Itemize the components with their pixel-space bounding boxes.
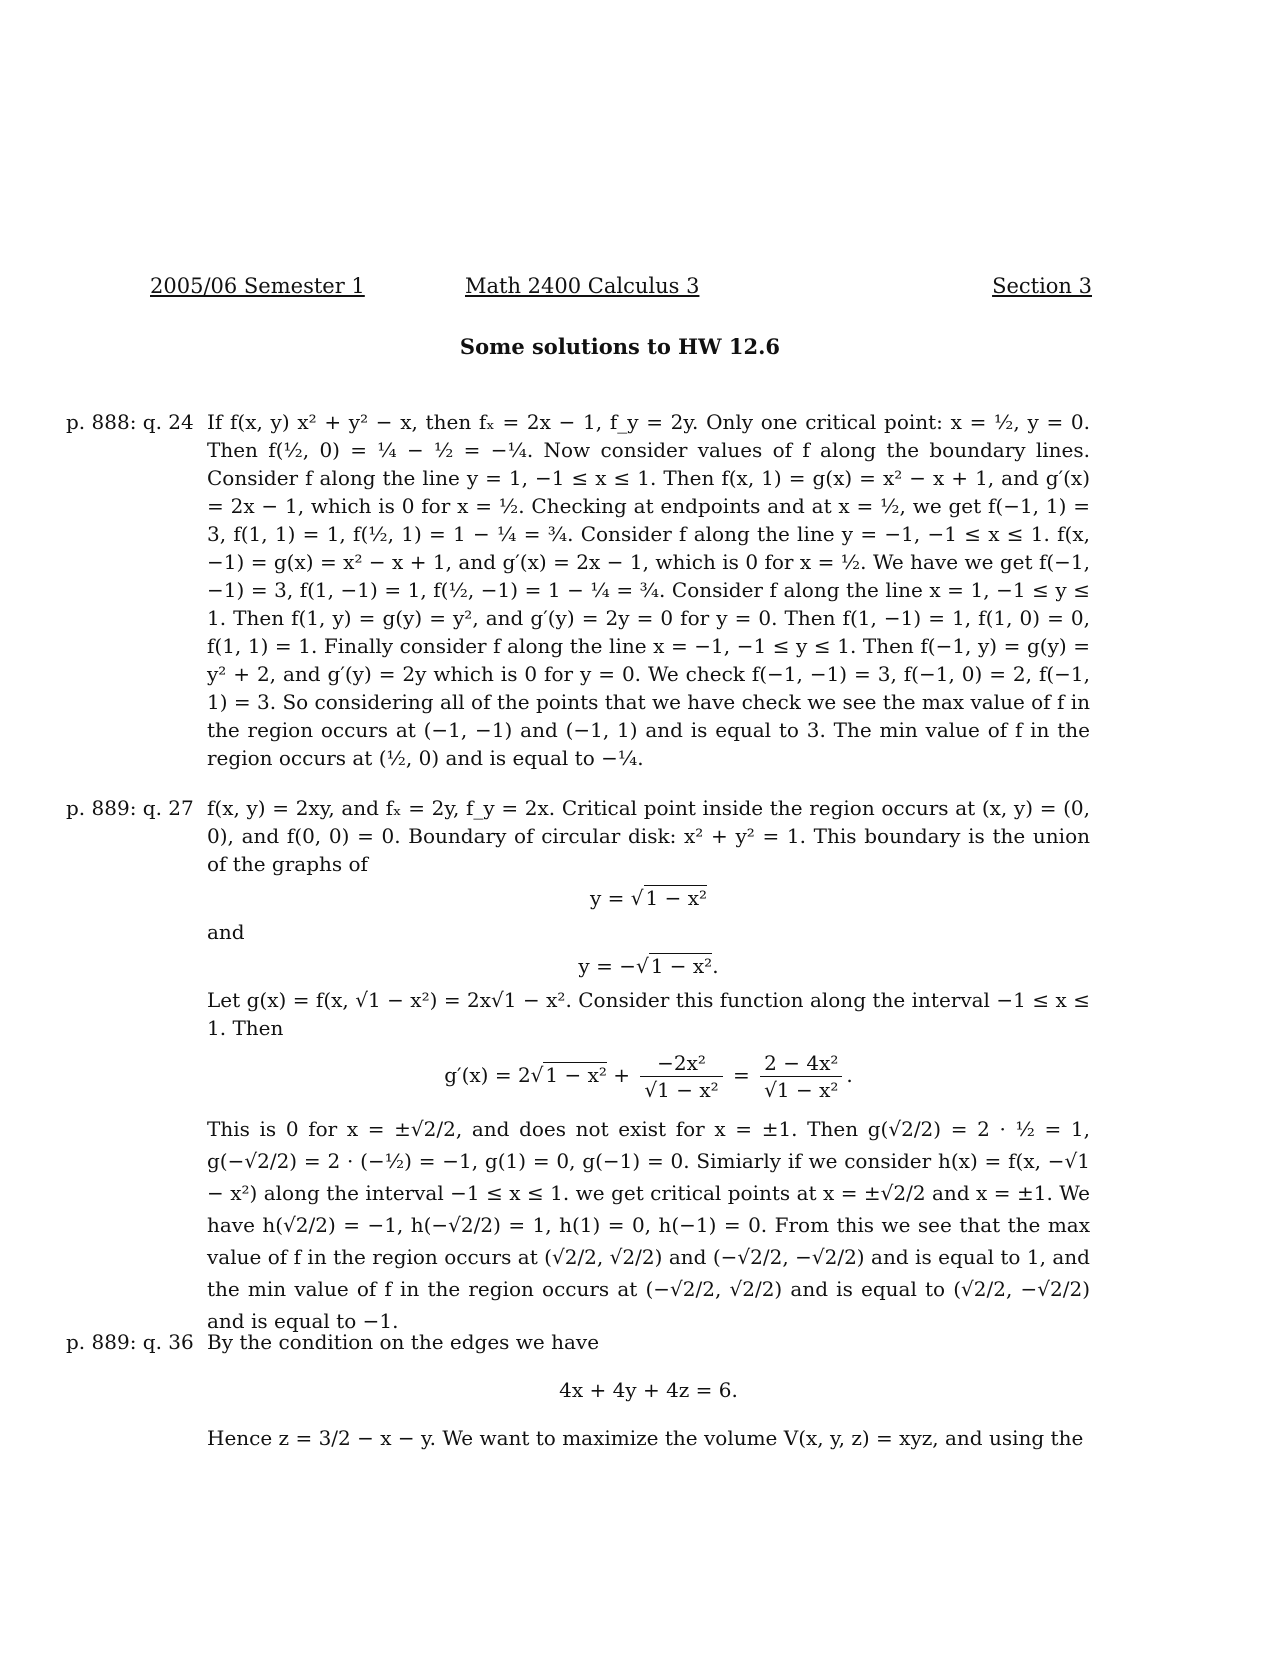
problem-36 [66, 1328, 1090, 1452]
and-connector: and [207, 920, 245, 944]
problem-24-solution: If f(x, y) x² + y² − x, then fₓ = 2x − 1, f_y = 2y. Only one critical point: x = ½, y = 0. Then f(½, 0) = ¼ − ½ = −¼. Now consider values of f along the boundary lines. Consider f along the line y = 1, −1 ≤ x ≤ 1. Then f(x, 1) = g(x) = x² − x + 1, and g′(x) = 2x − 1, which is 0 for x = ½. Checking at endpoints and at x = ½, we get f(−1, 1) = 3, f(1, 1) = 1, f(½, 1) = 1 − ¼ = ¾. Consider f along the line y = −1, −1 ≤ x ≤ 1. f(x, −1) = g(x) = x² − x + 1, and g′(x) = 2x − 1, which is 0 for x = ½. We have we get f(−1, −1) = 3, f(1, −1) = 1, f(½, −1) = 1 − ¼ = ¾. Consider f along the line x = 1, −1 ≤ y ≤ 1. Then f(1, y) = g(y) = y², and g′(y) = 2y = 0 for y = 0. Then f(1, −1) = 1, f(1, 0) = 0, f(1, 1) = 1. Finally consider f along the line x = −1, −1 ≤ y ≤ 1. Then f(−1, y) = g(y) = y² + 2, and g′(y) = 2y which is 0 for y = 0. We check f(−1, −1) = 3, f(−1, 0) = 2, f(−1, 1) = 3. So considering all of the points that we have check we see the max value of f in the region occurs at (−1, −1) and (−1, 1) and is equal to 3. The min value of f in the region occurs at (½, 0) and is equal to −¼. [207, 410, 1090, 770]
eq1-radicand: 1 − x² [645, 886, 707, 910]
fraction-term-2 [760, 1050, 842, 1103]
eq2-end: . [712, 954, 719, 978]
problem-36-label: p. 889: q. 36 [66, 1330, 194, 1354]
fraction-term-1 [640, 1050, 722, 1103]
problem-27-conclusion: This is 0 for x = ±√2/2, and does not exist for x = ±1. Then g(√2/2) = 2 · ½ = 1, g(−√2/2) = 2 · (−½) = −1, g(1) = 0, g(−1) = 0. Simiarly if we consider h(x) = f(x, −√1 − x²) along the interval −1 ≤ x ≤ 1. we get critical points at x = ±√2/2 and x = ±1. We have h(√2/2) = −1, h(−√2/2) = 1, h(1) = 0, h(−1) = 0. From this we see that the max value of f in the region occurs at (√2/2, √2/2) and (−√2/2, −√2/2) and is equal to 1, and the min value of f in the region occurs at (−√2/2, √2/2) and is equal to (√2/2, −√2/2) and is equal to −1. [207, 1117, 1090, 1333]
fraction-1-denominator: √1 − x² [644, 1078, 719, 1102]
deriv-lhs: g′(x) = 2√ [444, 1063, 544, 1087]
problem-27 [66, 794, 1090, 1337]
header-semester: 2005/06 Semester 1 [150, 274, 365, 298]
problem-24-label: p. 888: q. 24 [66, 410, 194, 434]
deriv-end: . [846, 1063, 853, 1087]
deriv-plus: + [606, 1063, 637, 1087]
fraction-2-denominator: √1 − x² [764, 1078, 839, 1102]
fraction-2-numerator: 2 − 4x² [760, 1050, 842, 1077]
eq2-lhs: y = −√ [578, 954, 649, 978]
problem-24 [66, 408, 1090, 772]
equation-derivative [207, 1050, 1090, 1103]
eq1-lhs: y = √ [589, 886, 644, 910]
equation-edge-condition: 4x + 4y + 4z = 6. [559, 1378, 738, 1402]
eq2-radicand: 1 − x² [650, 954, 713, 978]
let-g-definition: Let g(x) = f(x, √1 − x²) = 2x√1 − x². Consider this function along the interval −1 ≤ x ≤ 1. Then [207, 988, 1090, 1040]
page-title: Some solutions to HW 12.6 [459, 334, 781, 359]
problem-27-label: p. 889: q. 27 [66, 796, 194, 820]
deriv-radicand: 1 − x² [545, 1063, 607, 1087]
header-course: Math 2400 Calculus 3 [465, 274, 700, 298]
deriv-equals: = [733, 1063, 757, 1087]
header-section: Section 3 [992, 274, 1092, 298]
problem-36-hence: Hence z = 3/2 − x − y. We want to maximize the volume V(x, y, z) = xyz, and using the [207, 1426, 1084, 1450]
fraction-1-numerator: −2x² [640, 1050, 722, 1077]
problem-27-intro: f(x, y) = 2xy, and fₓ = 2y, f_y = 2x. Critical point inside the region occurs at (x, y) = (0, 0), and f(0, 0) = 0. Boundary of circular disk: x² + y² = 1. This boundary is the union of the graphs of [207, 796, 1090, 876]
equation-upper-semicircle [207, 884, 1090, 912]
equation-lower-semicircle [207, 952, 1090, 980]
problem-36-intro: By the condition on the edges we have [207, 1330, 600, 1354]
